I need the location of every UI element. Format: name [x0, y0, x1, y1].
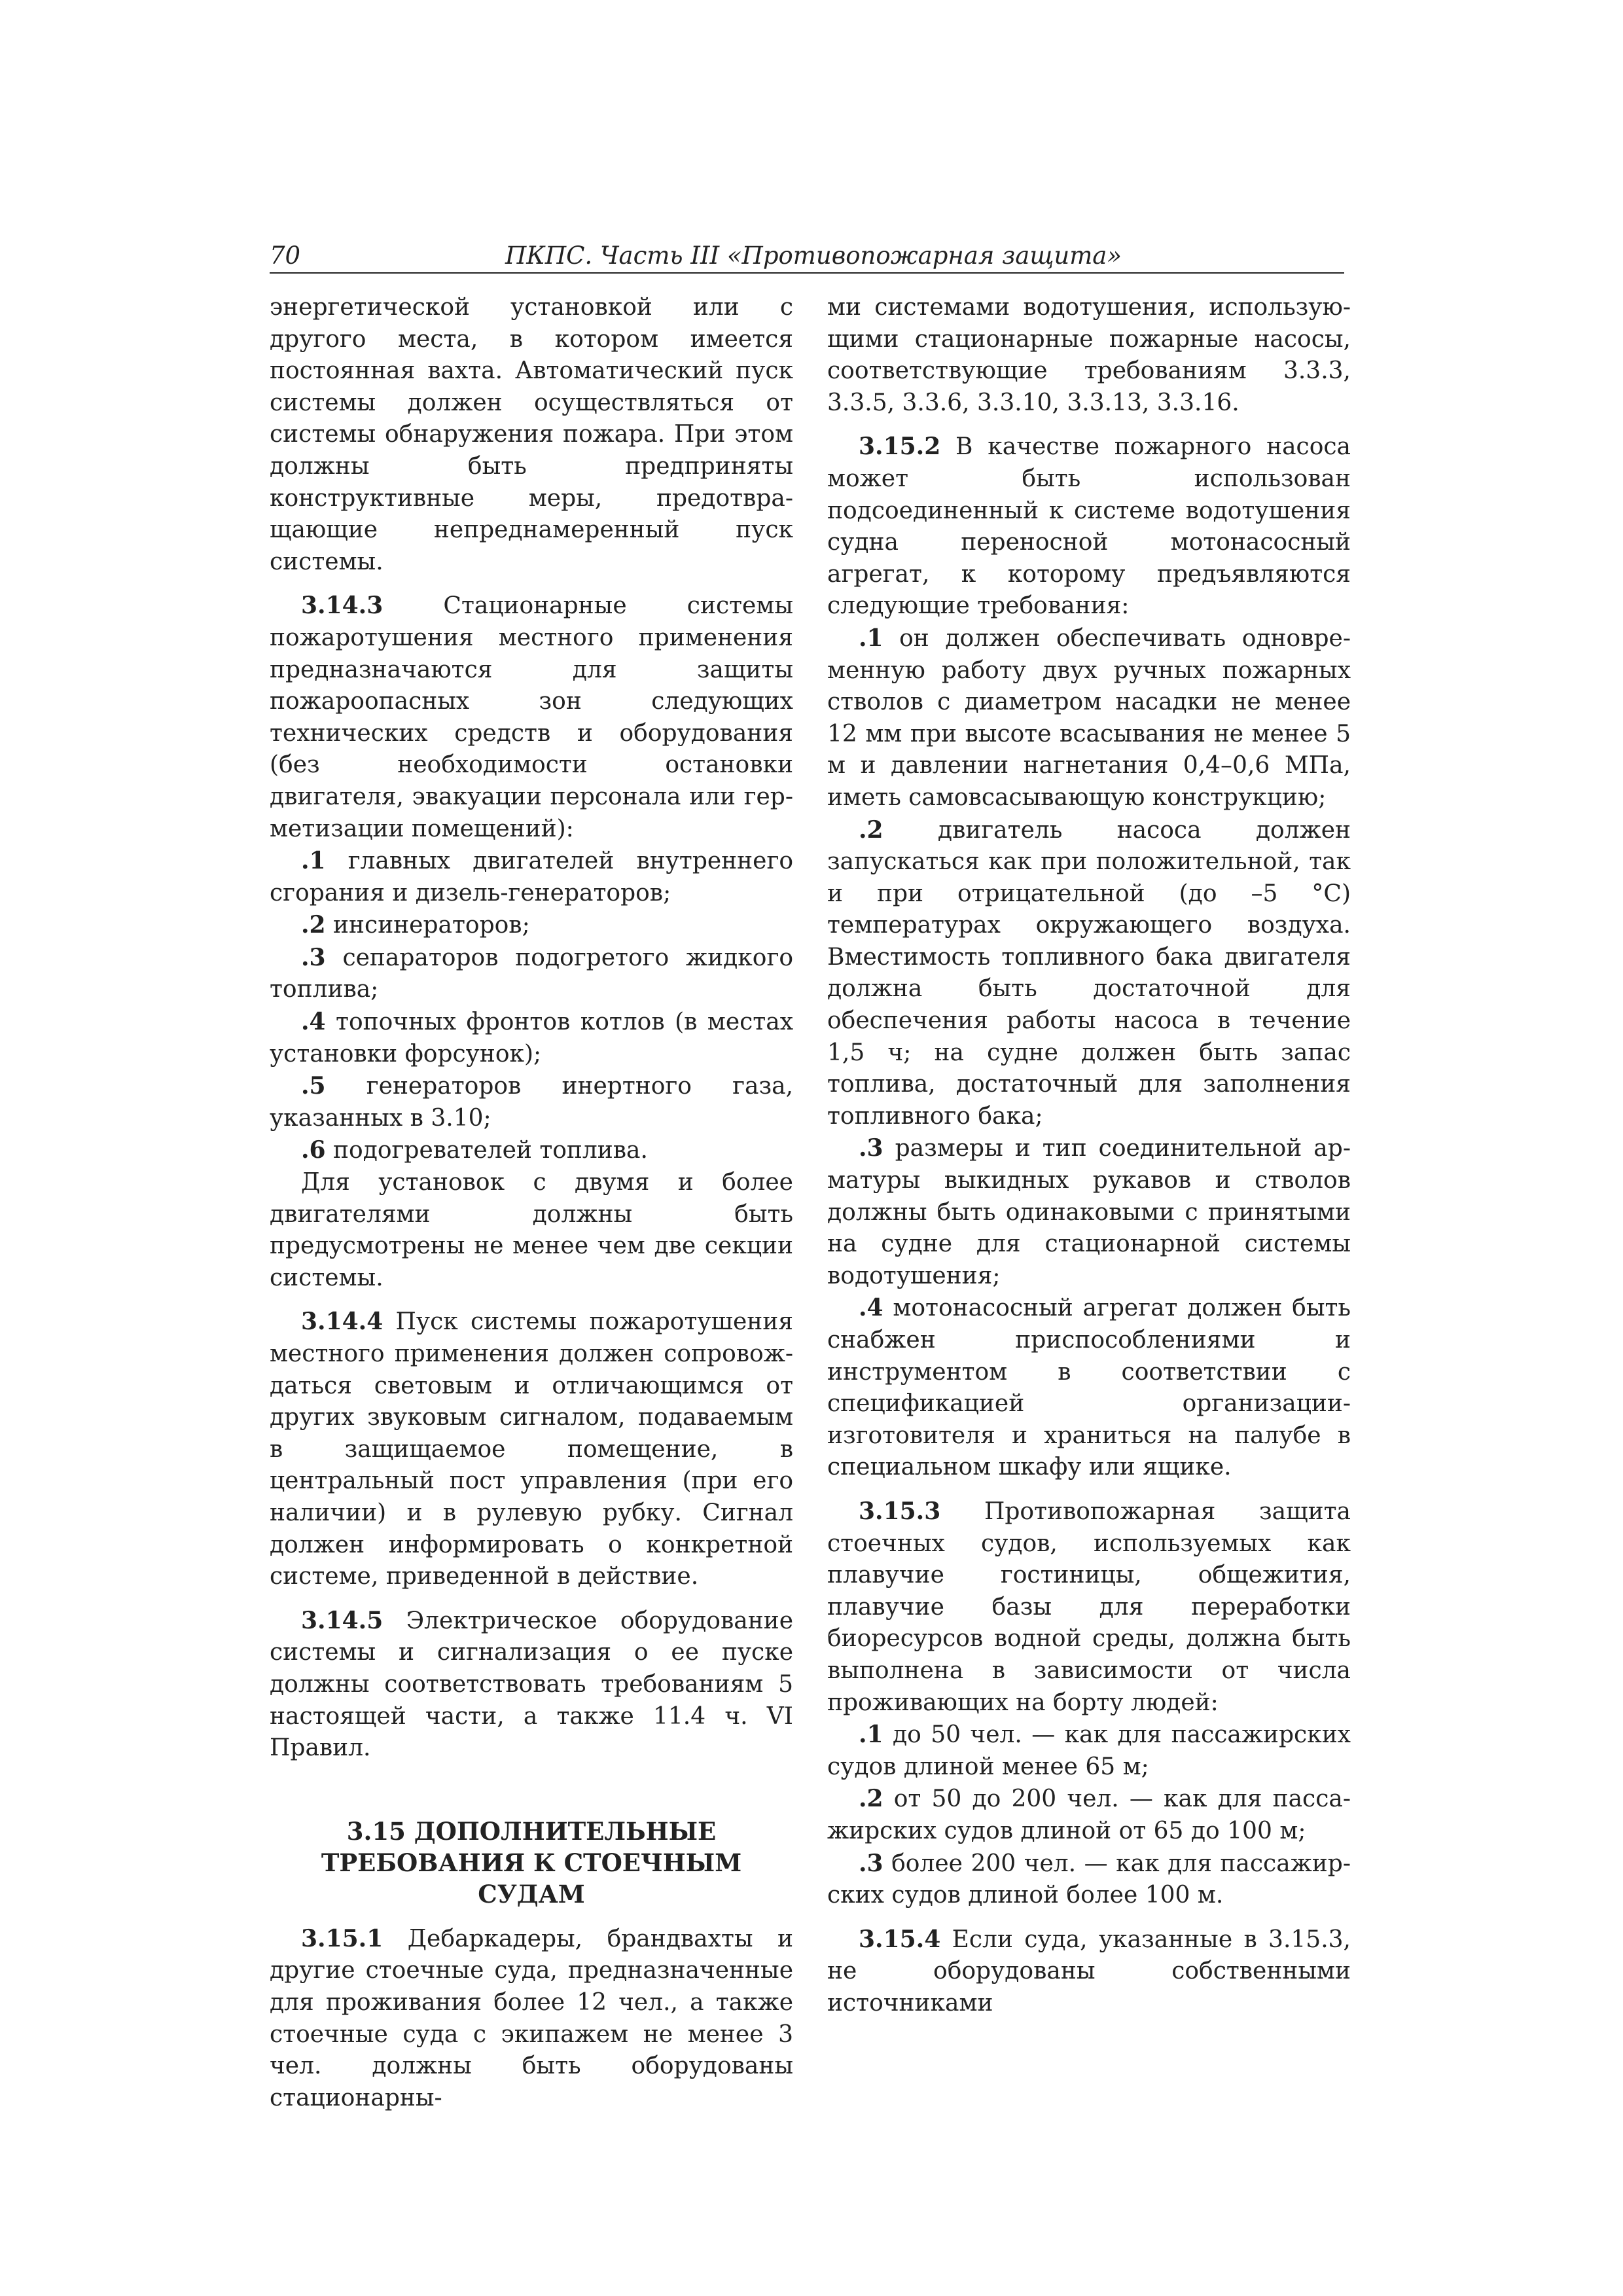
running-header — [270, 241, 1344, 274]
list-item — [270, 1006, 793, 1070]
paragraph-continuation: энергетической установкой или с другого места, в котором имеется постоянная вахта. Автоматический пуск системы должен осуществляться от системы обнаружения пожара. При этом должны быть предприняты конструктивные меры, предотвращающие непреднамеренный пуск системы. — [270, 294, 793, 575]
clause-text: Дебаркадеры, брандвахты и другие стоечные суда, предназначенные для проживания более 12 чел., а также стоечные суда с экипажем не менее 3 чел. должны быть оборудованы стационарны- — [270, 1925, 793, 2111]
clause-text: Пуск системы пожаротушения местного применения должен сопровождаться световым и отличающимся от других звуковым сигналом, подаваемым в защищаемое помещение, в центральный пост управления (при его наличии) и в рулевую рубку. Сигнал должен информировать о конкретной системе, приведенной в действие. — [270, 1308, 793, 1590]
list-item — [827, 1719, 1351, 1783]
clause-text: Электрическое оборудование системы и сигнализация о ее пуске должны соответствовать требованиям — [270, 1607, 793, 1698]
item-number: .1 — [301, 847, 326, 875]
list-item — [270, 909, 793, 942]
item-number: .4 — [859, 1294, 883, 1322]
clause-3-14-3 — [270, 590, 793, 845]
item-number: .3 — [859, 1849, 883, 1877]
clause-3-15-1 — [270, 1923, 793, 2115]
item-number: .3 — [301, 943, 326, 971]
item-text: инсинераторов; — [325, 912, 530, 939]
right-column — [827, 292, 1351, 2019]
list-item — [827, 1848, 1351, 1912]
left-column — [270, 292, 793, 2114]
clause-number: 3.14.5 — [301, 1606, 383, 1634]
page-number: 70 — [270, 242, 301, 270]
clause-text: , а также 11.4 ч. VI Правил. — [270, 1702, 793, 1762]
item-number: .2 — [859, 1785, 883, 1813]
item-text: он должен обеспечивать одновременную работу двух ручных пожарных стволов с диаметром насадки не менее 12 мм при высоте всасывания не менее 5 м и давлении нагнетания 0,4–0,6 МПа, иметь самовсасывающую конструкцию; — [827, 624, 1351, 811]
clause-3-15-4 — [827, 1924, 1351, 2020]
list-item — [827, 1132, 1351, 1292]
item-number: .2 — [859, 816, 883, 844]
item-text: от 50 до 200 чел. — как для пассажирских судов длиной от 65 до 100 м; — [827, 1785, 1351, 1844]
clause-3-14-4 — [270, 1306, 793, 1592]
item-text: сепараторов подогретого жидкого топлива; — [270, 944, 793, 1003]
list-item — [270, 1134, 793, 1167]
clause-text: Стационарные системы пожаротушения местного применения предназначаются для защиты пожароопасных зон следующих технических средств и оборудования (без необходимости остановки двигателя, эвакуации персонала или герметизации помещений): — [270, 592, 793, 842]
running-title: ПКПС. Часть III «Противопожарная защита» — [505, 242, 1122, 270]
item-text: генераторов инертного газа, указанных в 3.10; — [270, 1073, 793, 1132]
item-text: подогревателей топлива. — [325, 1137, 648, 1164]
clause-3-15-3 — [827, 1496, 1351, 1719]
list-item — [827, 814, 1351, 1133]
clause-3-14-5 — [270, 1605, 793, 1765]
clause-3-15-2 — [827, 431, 1351, 622]
item-text: топочных фронтов котлов (в местах установки форсунок); — [270, 1009, 793, 1067]
clause-number: 3.14.3 — [301, 592, 383, 620]
item-number: .1 — [859, 1721, 883, 1749]
clause-number: 3.15.2 — [859, 433, 941, 461]
list-item — [270, 942, 793, 1006]
clause-number: 3.15.4 — [859, 1925, 941, 1953]
clause-text: Противопожарная защита стоечных судов, используемых как плавучие гостиницы, общежития, плавучие базы для переработки биоресурсов водной среды, должна быть выполнена в зависимости от числа проживающих на борту людей: — [827, 1498, 1351, 1716]
item-text: до 50 чел. — как для пассажирских судов длиной менее 65 м; — [827, 1721, 1351, 1780]
item-text: мотонасосный агрегат должен быть снабжен приспособлениями и инструментом в соответствии с спецификацией организации-изготовителя и храниться на палубе в специальном шкафу или ящике. — [827, 1295, 1351, 1481]
list-item — [270, 1070, 793, 1134]
clause-number: 3.14.4 — [301, 1308, 383, 1336]
item-text: двигатель насоса должен запускаться как при положительной, так и при отрицательной (до –5 °С) температурах окружающего воздуха. Вместимость топливного бака двигателя должна быть достаточной для обеспечения работы насоса в течение 1,5 ч; на судне должен быть запас топлива, достаточный для заполнения топливного бака; — [827, 816, 1351, 1130]
clause-text: В качестве пожарного насоса может быть использован подсоединенный к системе водотушения судна переносной мотонасосный агрегат, к которому предъявляются следующие требования: — [827, 433, 1351, 620]
clause-number: 3.15.1 — [301, 1924, 383, 1952]
clause-number: 3.15.3 — [859, 1497, 941, 1525]
item-text: размеры и тип соединительной арматуры выкидных рукавов и стволов должны быть одинаковыми с принятыми на судне для стационарной системы водотушения; — [827, 1135, 1351, 1289]
item-number: .4 — [301, 1008, 326, 1036]
item-number: .3 — [859, 1134, 883, 1162]
list-item — [827, 1783, 1351, 1847]
section-heading-3-15 — [270, 1816, 793, 1910]
heading-line: ТРЕБОВАНИЯ К СТОЕЧНЫМ СУДАМ — [321, 1848, 742, 1909]
paragraph: Для установок с двумя и более двигателями должны быть предусмотрены не менее чем две секции системы. — [270, 1169, 793, 1291]
item-number: .2 — [301, 911, 326, 939]
item-number: .6 — [301, 1136, 326, 1164]
heading-line: 3.15 ДОПОЛНИТЕЛЬНЫЕ — [346, 1816, 717, 1846]
paragraph-continuation: ми системами водотушения, использующими стационарные пожарные насосы, соответствующие требованиям 3.3.3, 3.3.5, 3.3.6, 3.3.10, 3.3.13, 3.3.16. — [827, 294, 1351, 416]
clause-text: Если суда, указанные в 3.15.3, не оборудованы собственными источниками — [827, 1926, 1351, 2017]
item-number: .1 — [859, 624, 883, 652]
list-item — [827, 1292, 1351, 1484]
list-item — [827, 622, 1351, 814]
item-number: .5 — [301, 1072, 326, 1100]
list-item — [270, 845, 793, 909]
cross-reference: 5 настоящей части — [270, 1670, 793, 1730]
item-text: главных двигателей внутреннего сгорания и дизель-генераторов; — [270, 848, 793, 906]
item-text: более 200 чел. — как для пассажирских судов длиной более 100 м. — [827, 1850, 1351, 1909]
